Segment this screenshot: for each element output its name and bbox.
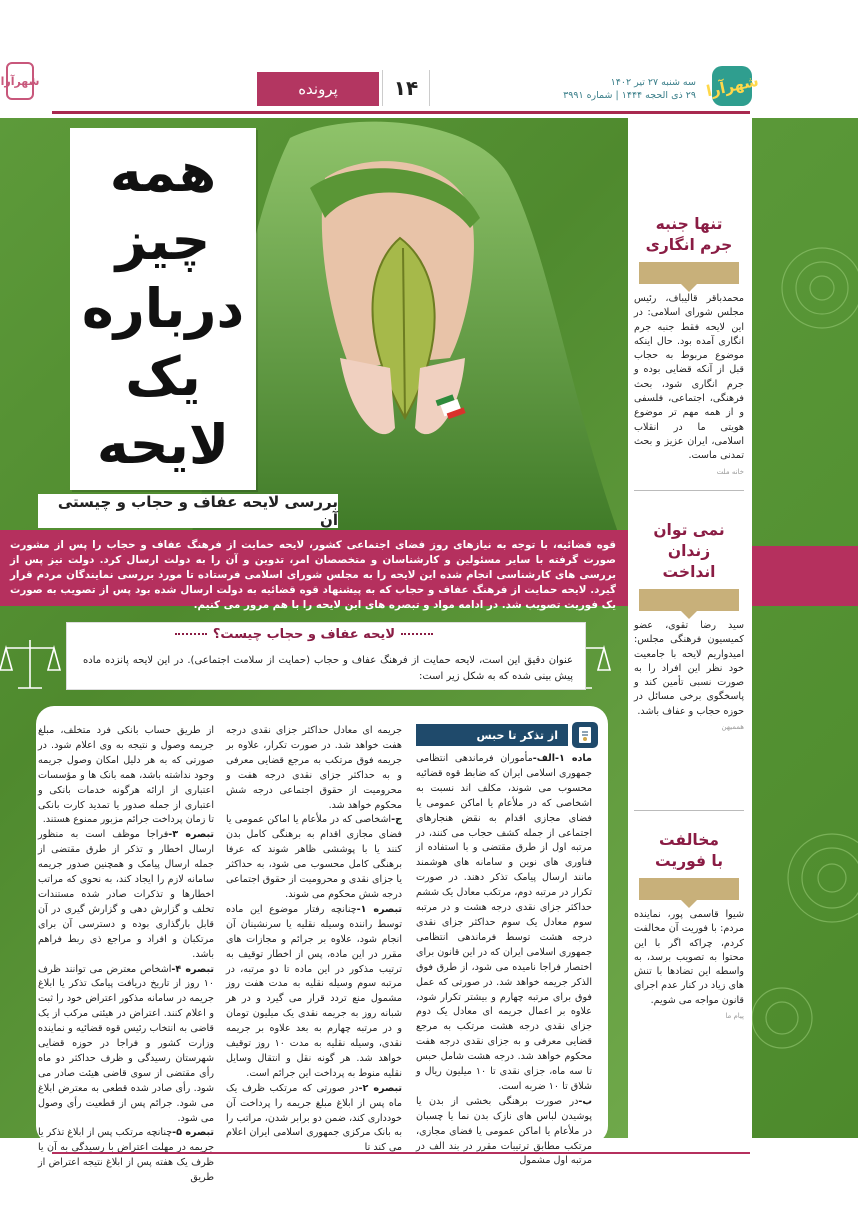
paragraph: تبصره ۴-اشخاص معترض می توانند ظرف ۱۰ روز از تاریخ دریافت پیامک تذکر یا ابلاغ جریمه در سامانه مذکور اعتراض خود را ثبت و اعلام کنند. اعتراض در هیئتی مرکب از یک قاضی به انتخاب رئیس قوه قضائیه و نماینده وزارت کشور و فراجا در حوزه قضایی شهرستان رسیدگی و ظرف حداکثر دو ماه رأی مقتضی از سوی قاضی هیئت صادر می شود. رأی صادر شده قطعی به معترض ابلاغ می شود. جرائم پس از قطعیت رأی وصول می شود. xyxy=(38,963,214,1124)
paragraph: از طریق حساب بانکی فرد متخلف، مبلغ جریمه وصول و نتیجه به وی اعلام شود. در صورتی که به هر دلیل امکان وصول جریمه وجود نداشته باشد، همه بانک ها و مؤسسات اعتباری از ارائه هرگونه خدمات بانکی و اعتباری از جمله صدور یا تمدید کارت بانکی تا زمان پرداخت جرائم مزبور ممنوع هستند. xyxy=(38,725,214,826)
green-background-right xyxy=(752,118,858,1138)
paragraph: ماده ۱-الف-مأموران فرماندهی انتظامی جمهوری اسلامی ایران که ضابط قوه قضائیه محسوب می شوند، مکلف اند نسبت به اشخاصی که در ملأعام یا اماکن عمومی یا فضای مجازی اقدام به نقض هنجارهای اجتماعی از جمله کشف حجاب می کنند، در مرتبه اول از طرق مقتضی و با استفاده از فناوری های نوین و سامانه های هوشمند مانند ارسال پیامک تذکر دهند. در صورت تکرار در مرتبه دوم، مرتکب معادل یک ششم حداکثر جزای نقدی درجه هشت و در مرتبه سوم معادل یک سوم حداکثر جزای نقدی درجه هشت توسط فرماندهی انتظامی جمهوری اسلامی ایران که در این قانون برای اختصار فراجا نامیده می شود، از طرق فوق الذکر جریمه خواهد شد. در صورتی که عمل فوق برای مرتبه چهارم و بیشتر تکرار شود، علاوه بر اعمال جریمه ای معادل یک دوم جزای نقدی درجه هشت مرتکب به مرجع قضایی معرفی و به جزای نقدی درجه هفت محکوم خواهد شد. درجه هشت شامل حبس تا سه ماه، جزای نقدی تا ۱۰ میلیون ریال و شلاق تا ۱۰ ضربه است. xyxy=(416,753,592,1092)
sidebar-title: مخالفت با فوریت xyxy=(654,831,724,870)
page-header xyxy=(52,60,760,114)
document-icon xyxy=(572,722,598,748)
sidebar-title: تنها جنبه جرم انگاری xyxy=(645,215,733,254)
intro-band-extension xyxy=(752,546,858,606)
paragraph: ب-در صورت برهنگی بخشی از بدن یا پوشیدن لباس های نازک بدن نما یا چسبان در ملأعام یا اماکن عمومی یا فضای مجازی، مرتکب مطابق ترتیبات مقرر در بند الف در مرتبه اول مشمول xyxy=(416,1095,592,1167)
headline-card xyxy=(70,128,256,490)
sidebar-item xyxy=(634,214,744,476)
headline-subtitle: بررسی لایحه عفاف و حجاب و چیستی آن xyxy=(38,494,338,528)
corner-logo: شهرآرا xyxy=(6,62,34,100)
article-column-2 xyxy=(226,724,402,1156)
sidebar-title-bar xyxy=(639,589,739,611)
headline-line: یک xyxy=(125,345,201,408)
sidebar-text: سید رضا تقوی، عضو کمیسیون فرهنگی مجلس: امیدواریم لایحه با جامعیت خود نظر این افراد را به صورت نسبی تأمین کند و پاسخگوی برخی مسائل در حوزه حجاب و عفاف باشد. xyxy=(634,620,744,717)
paragraph: تبصره ۱-چنانچه رفتار موضوع این ماده توسط راننده وسیله نقلیه یا سرنشینان آن انجام شود، علاوه بر جرائم و مجازات های مقرر در این ماده، پس از اخطار توقیف به ترتیب مذکور در این ماده تا دو مرتبه، در مرتبه سوم وسیله نقلیه به مدت هفت روز مشمول منع تردد قرار می گیرد و در هر شبانه روز به جریمه نقدی یک میلیون تومان و در مرتبه چهارم به بعد علاوه بر جریمه نقدی، وسیله نقلیه به مدت ۱۰ روز توقیف خواهد شد. هر گونه نقل و انتقال وسایل نقلیه منوط به پرداخت این جرائم است. xyxy=(226,903,402,1079)
article-column-3 xyxy=(38,724,214,1186)
intro-paragraph: قوه قضائیه، با توجه به نیازهای روز فضای اجتماعی کشور، لایحه حمایت از فرهنگ عفاف و حجاب را پس از مشورت صورت گرفته با سایر مسئولین و کارشناسان و متخصصان امر، تدوین و آن را به دولت ارسال کرد. دولت نیز پس از بررسی های کارشناسی انجام شده این لایحه را به مجلس شورای اسلامی فرستاده تا مورد بررسی نمایندگان مردم قرار گیرد. لایحه حمایت از فرهنگ عفاف و حجاب که به پیشنهاد قوه قضائیه به دولت ارسال شده بود پس از تصویب به صورت یک فوریت تصویب شد. در ادامه مواد و تبصره های این لایحه را با هم مرور می کنیم. xyxy=(0,530,628,606)
paragraph: تبصره ۲-در صورتی که مرتکب ظرف یک ماه پس از ابلاغ مبلغ جریمه را پرداخت آن خودداری کند، ضمن دو برابر شدن، مراتب را به بانک مرکزی جمهوری اسلامی ایران اعلام می کند تا xyxy=(226,1082,402,1154)
article-column-1 xyxy=(416,752,592,1169)
sidebar-source: پیام ما xyxy=(725,1012,744,1021)
law-heading: از تذکر تا حبس xyxy=(416,722,598,748)
sidebar-item xyxy=(634,520,744,731)
paragraph: ج-اشخاصی که در ملأعام یا اماکن عمومی یا فضای مجازی اقدام به برهنگی کامل بدن کنند یا با پوششی ظاهر شوند که عرفا برهنگی کامل محسوب می شود، به حداکثر یا جزای نقدی و محرومیت از حقوق اجتماعی درجه شش محکوم می شوند. xyxy=(226,814,402,900)
paragraph: تبصره ۵-چنانچه مرتکب پس از ابلاغ تذکر یا جریمه در مهلت اعتراض با رسیدگی به آن یا ظرف یک هفته پس از ابلاغ نتیجه اعتراض از طریق xyxy=(38,1127,214,1184)
headline-line: همه xyxy=(109,141,217,204)
section-tag: پرونده xyxy=(257,72,379,106)
article-body xyxy=(36,706,608,1184)
question-box xyxy=(66,622,586,690)
headline-line: چیز xyxy=(115,209,211,272)
justice-scale-icon xyxy=(0,636,62,692)
sidebar-text: محمدباقر قالیباف، رئیس مجلس شورای اسلامی: در این لایحه فقط جنبه جرم انگاری آمده بود. حال اینکه موضوع مربوط به حجاب قبل از آنکه قضایی بوده و جرم انگاری شود، بحث فرهنگی، اجتماعی، فلسفی و از همه مهم تر موضوع هویتی ما در انقلاب اسلامی، ایران عزیز و بحث تمدنی ماست. xyxy=(634,293,744,462)
question-text: عنوان دقیق این است، لایحه حمایت از فرهنگ عفاف و حجاب (حمایت از سلامت اجتماعی). در این لایحه پانزده ماده پیش بینی شده که به شکل زیر است: xyxy=(83,655,573,682)
divider xyxy=(634,490,744,491)
newspaper-logo: شهرآرا xyxy=(712,66,752,106)
paragraph: تبصره ۳-فراجا موظف است به منظور ارسال اخطار و تذکر از طرق مقتضی از جمله ارسال پیامک و همچنین صدور جریمه سامانه لازم را ایجاد کند، به نحوی که مراتب اخطارها و تذکرات صادر شده مستندات تخلف و گزارش دهی و گزارش گیری در آن قابل بارگذاری بوده و دسترسی آن برای مرتکبان و افراد و مراجع ذی ربط فراهم باشد. xyxy=(38,829,214,960)
sidebar-item xyxy=(634,830,744,1020)
issue-info: سه شنبه ۲۷ تیر ۱۴۰۲ ۲۹ ذی الحجه ۱۴۴۴ | شماره ۳۹۹۱ xyxy=(563,77,696,101)
sidebar-source: خانه ملت xyxy=(716,467,744,476)
sidebar-title-bar xyxy=(639,878,739,900)
ornament-pattern-icon xyxy=(752,118,858,1138)
paragraph: جریمه ای معادل حداکثر جزای نقدی درجه هفت خواهد شد. در صورت تکرار، علاوه بر جریمه فوق مرتکب به مرجع قضایی معرفی و به حداکثر جزای نقدی درجه هفت و محرومیت از حقوق اجتماعی درجه شش محکوم خواهد شد. xyxy=(226,725,402,811)
sidebar-source: هممیهن xyxy=(721,723,744,732)
page-number: ۱۴ xyxy=(382,70,430,106)
divider xyxy=(634,810,744,811)
sidebar-title: نمی توان زندان انداخت xyxy=(653,521,725,581)
sidebar xyxy=(630,130,748,1140)
sidebar-title-bar xyxy=(639,262,739,284)
sidebar-text: شیوا قاسمی پور، نماینده مردم: با فوریت آن مخالفت کردم، چراکه اگر با این محتوا به تصویب برسد، به واسطه این تضادها با تنش های زیاد در کنار عدم اجرای قانون مواجه می شویم. xyxy=(634,909,744,1006)
page-footer-rule xyxy=(52,1144,750,1154)
headline-line: درباره xyxy=(81,277,245,340)
question-title: لایحه عفاف و حجاب چیست؟ xyxy=(213,621,395,647)
headline-line: لایحه xyxy=(96,413,230,476)
